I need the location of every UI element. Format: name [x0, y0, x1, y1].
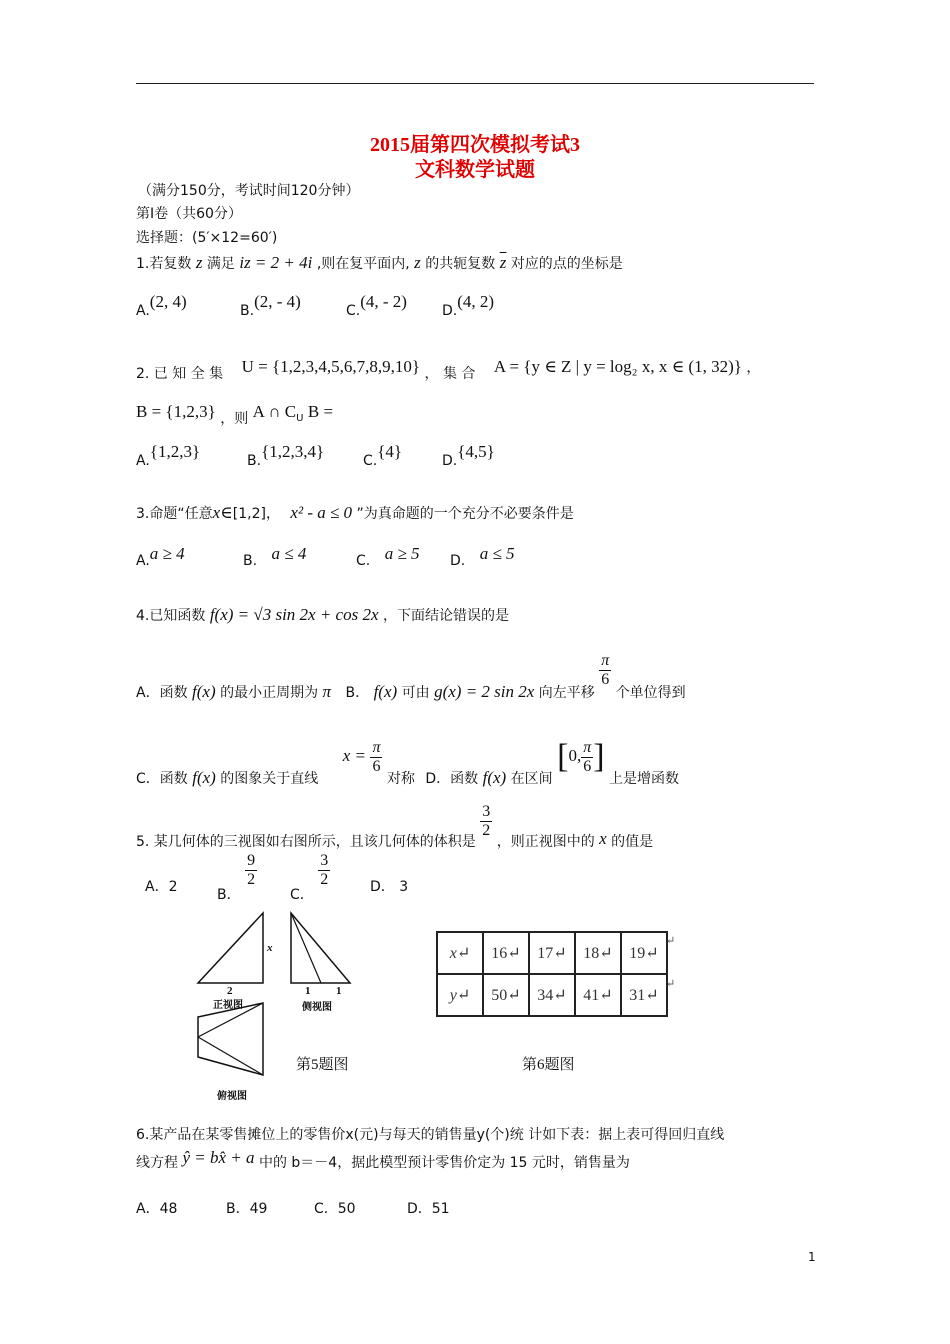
q2-option-a[interactable]: A.{1,2,3} [136, 442, 201, 469]
q2-universal-set: U = {1,2,3,4,5,6,7,8,9,10} [241, 357, 421, 376]
front-view-triangle [198, 913, 263, 983]
q3-option-d[interactable]: D. a ≤ 5 [450, 544, 515, 569]
top-view-caption: 俯视图 [217, 1091, 247, 1102]
question-6-line1: 6.某产品在某零售摊位上的零售价x(元)与每天的销售量y(个)统 计如下表：据上表可得回归直线 [136, 1127, 725, 1143]
question-3: 3.命题“任意x∈[1,2]， x² - a ≤ 0 ”为真命题的一个充分不必要条件是 [136, 503, 574, 522]
table-cell: 18↵ [575, 932, 621, 974]
q4-option-ab[interactable]: A．函数 f(x) 的最小正周期为 π B． f(x) 可由 g(x) = 2 sin 2x 向左平移 $\frac{\pi}{6}$ 个单位得到 [136, 652, 686, 701]
table-cell: 34↵ [529, 974, 575, 1016]
figure-6-table [436, 931, 668, 1017]
q1-option-c[interactable]: C.(4, - 2) [346, 292, 407, 319]
table-cell: 17↵ [529, 932, 575, 974]
table-cell: 31↵ [621, 974, 667, 1016]
table-cell: 50↵ [483, 974, 529, 1016]
q3-inequality: x² - a ≤ 0 [290, 503, 353, 522]
q2-option-d[interactable]: D.{4,5} [442, 442, 495, 469]
q2-set-a: A = {y ∈ Z | y = log₂ x, x ∈ (1, 32)} [493, 357, 742, 376]
table-cell: 16↵ [483, 932, 529, 974]
front-view-x-label: x [267, 942, 273, 954]
side-view-caption: 侧视图 [302, 1002, 332, 1013]
q1-option-b[interactable]: B.(2, - 4) [240, 292, 301, 319]
exam-meta-part: 第Ⅰ卷（共60分） [136, 206, 242, 222]
page-number: 1 [808, 1250, 816, 1264]
table-cell: x↵ [437, 932, 483, 974]
question-2-line1: 2. 已 知 全 集 U = {1,2,3,4,5,6,7,8,9,10} ， 集 合 A = {y ∈ Z | y = log₂ x, x ∈ (1, 32)} ， [136, 357, 761, 382]
question-1: 1.若复数 z 满足 iz = 2 + 4i ,则在复平面内, z 的共轭复数 $\overline{z}$ 对应的点的坐标是 [136, 253, 623, 272]
question-6-line2: 线方程 ŷ = bx̂ + a 中的 b＝－4，据此模型预计零售价定为 15 元时，销售量为 [136, 1148, 630, 1171]
q1-equation: iz = 2 + 4i [239, 253, 313, 272]
q4-function: f(x) = √3 sin 2x + cos 2x [209, 605, 379, 624]
figure-5-caption: 第5题图 [296, 1057, 349, 1073]
side-view-label-1a: 1 [305, 985, 311, 997]
side-view-label-1b: 1 [336, 985, 342, 997]
table-row [437, 932, 667, 974]
question-4: 4.已知函数 f(x) = √3 sin 2x + cos 2x ，下面结论错误的是 [136, 605, 509, 624]
side-view-inner-line [291, 913, 321, 983]
table-cell: y↵ [437, 974, 483, 1016]
page-subtitle: 文科数学试题 [415, 159, 535, 181]
question-2-line2: B = {1,2,3} ，则 A ∩ $C_U$ B = [136, 402, 334, 427]
exam-meta-section: 选择题：(5′×12=60′) [136, 230, 278, 246]
q1-option-d[interactable]: D.(4, 2) [442, 292, 495, 319]
table-row [437, 974, 667, 1016]
top-view-shape [198, 1003, 263, 1075]
q1-zbar: $\overline{z}$ [499, 253, 507, 272]
q6-option-d[interactable]: D．51 [407, 1201, 450, 1217]
q5-option-a[interactable]: A．2 [145, 879, 178, 895]
table-row-mark: ↵ [666, 978, 676, 990]
q5-option-c[interactable]: C． $\frac{3}{2}$ [290, 852, 329, 903]
q1-option-a[interactable]: A.(2, 4) [136, 292, 187, 319]
q3-option-b[interactable]: B. a ≤ 4 [243, 544, 307, 569]
front-view-base-label: 2 [227, 985, 233, 997]
q2-set-b: B = {1,2,3} [136, 402, 216, 421]
q5-option-b[interactable]: B． $\frac{9}{2}$ [217, 852, 256, 903]
page-title: 2015届第四次模拟考试3 [370, 134, 580, 156]
q3-option-a[interactable]: A.a ≥ 4 [136, 544, 185, 569]
table-row-mark: ↵ [666, 935, 676, 947]
q3-option-c[interactable]: C. a ≥ 5 [356, 544, 420, 569]
q6-regression-equation: ŷ = bx̂ + a [182, 1148, 255, 1167]
figure-6-caption: 第6题图 [522, 1057, 575, 1073]
front-view-caption: 正视图 [213, 1000, 243, 1011]
table-cell: 41↵ [575, 974, 621, 1016]
q6-option-a[interactable]: A．48 [136, 1201, 178, 1217]
q5-option-d[interactable]: D． 3 [370, 879, 409, 895]
table-cell: 19↵ [621, 932, 667, 974]
top-view-inner-line-2 [198, 1037, 263, 1075]
q4-option-cd[interactable]: C．函数 f(x) 的图象关于直线 x = $\frac{\pi}{6}$ 对称 D．函数 f(x) 在区间 [0, $\frac{\pi}{6}$ ] 上是增函数 [136, 738, 679, 787]
q6-option-c[interactable]: C．50 [314, 1201, 356, 1217]
q2-option-c[interactable]: C.{4} [363, 442, 403, 469]
header-rule [136, 83, 814, 84]
q6-option-b[interactable]: B．49 [226, 1201, 268, 1217]
exam-meta-score: （满分150分，考试时间120分钟） [138, 183, 360, 199]
side-view-triangle [291, 913, 350, 983]
question-5: 5. 某几何体的三视图如右图所示，且该几何体的体积是 $\frac{3}{2}$ ，则正视图中的 x 的值是 [136, 803, 654, 850]
q2-option-b[interactable]: B.{1,2,3,4} [247, 442, 325, 469]
